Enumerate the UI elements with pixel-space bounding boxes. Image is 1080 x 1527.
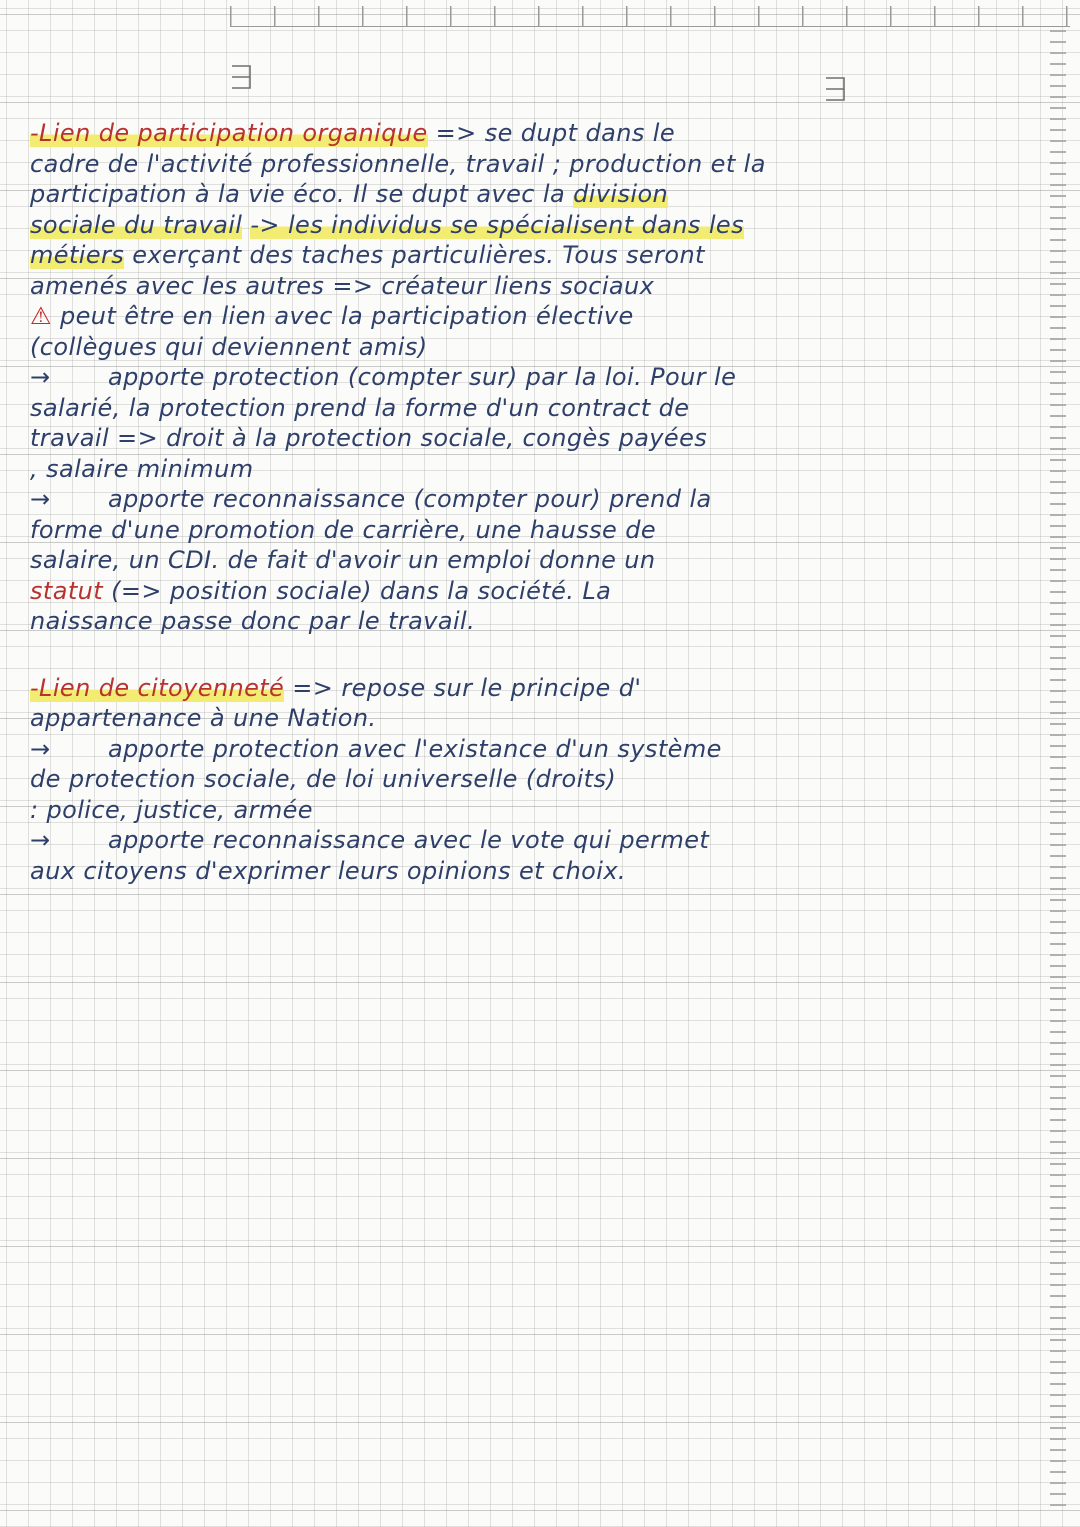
heading-lien-organique: -Lien de participation organique	[30, 119, 428, 147]
note-line: ⚠ peut être en lien avec la participation élective	[30, 302, 634, 330]
right-margin-ticks	[1050, 30, 1066, 1510]
highlight-metiers: métiers	[30, 241, 125, 269]
note-line: → apporte protection avec l'existance d'un système	[30, 734, 722, 763]
arrow-icon: →	[30, 485, 51, 513]
note-line: statut (=> position sociale) dans la société. La	[30, 576, 612, 605]
term-statut: statut	[30, 576, 104, 605]
highlight-division: division	[573, 180, 669, 208]
ring-hole-mark-left	[228, 62, 254, 92]
note-line: amenés avec les autres => créateur liens sociaux	[30, 271, 655, 300]
note-line: (collègues qui deviennent amis)	[30, 332, 428, 361]
note-line: métiers exerçant des taches particulières. Tous seront	[30, 241, 705, 269]
note-line: -Lien de participation organique => se dupt dans le	[30, 119, 676, 147]
note-line: forme d'une promotion de carrière, une hausse de	[30, 515, 657, 544]
note-line: , salaire minimum	[30, 454, 254, 483]
highlight-sociale-du-travail: sociale du travail	[30, 210, 243, 239]
arrow-icon: →	[30, 826, 51, 854]
warning-icon: ⚠	[30, 302, 52, 330]
note-line: salaire, un CDI. de fait d'avoir un emploi donne un	[30, 546, 656, 574]
heading-lien-citoyennete: -Lien de citoyenneté	[30, 673, 285, 702]
note-line: appartenance à une Nation.	[30, 704, 377, 732]
note-line: travail => droit à la protection sociale, congès payées	[30, 424, 708, 452]
note-line: aux citoyens d'exprimer leurs opinions et choix.	[30, 856, 626, 885]
arrow-icon: →	[30, 734, 51, 763]
note-line: → apporte reconnaissance avec le vote qui permet	[30, 826, 710, 854]
handwritten-notes	[30, 118, 1050, 886]
top-ruler	[230, 6, 1070, 27]
note-line: cadre de l'activité professionnelle, travail ; production et la	[30, 149, 766, 178]
note-line: naissance passe donc par le travail.	[30, 607, 476, 635]
note-line: → apporte protection (compter sur) par la loi. Pour le	[30, 363, 737, 391]
note-line: : police, justice, armée	[30, 795, 313, 824]
note-line: salarié, la protection prend la forme d'un contract de	[30, 393, 690, 422]
note-line: → apporte reconnaissance (compter pour) prend la	[30, 485, 712, 513]
note-line: participation à la vie éco. Il se dupt avec la division	[30, 180, 669, 208]
note-line: de protection sociale, de loi universelle (droits)	[30, 765, 617, 793]
ring-hole-mark-right	[822, 74, 848, 104]
arrow-icon: →	[30, 363, 51, 391]
note-line: sociale du travail -> les individus se spécialisent dans les	[30, 210, 745, 239]
note-line: -Lien de citoyenneté => repose sur le principe d'	[30, 673, 642, 702]
